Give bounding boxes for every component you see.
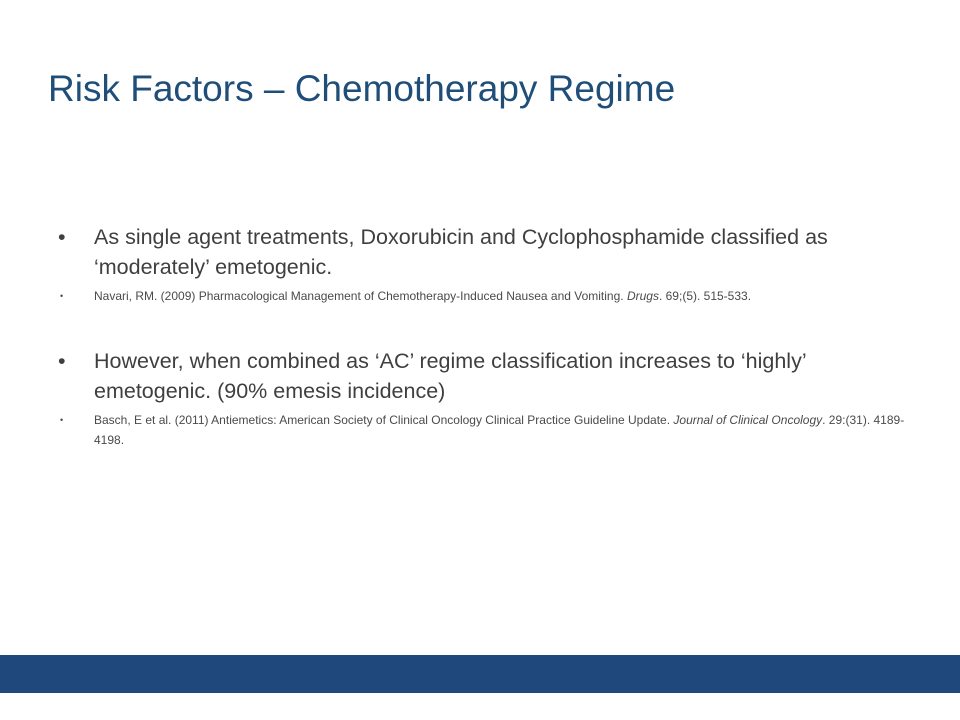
reference-details: . 69;(5). 515-533. xyxy=(658,289,752,303)
reference-navari xyxy=(58,286,918,306)
reference-details: . 29:(31). 4189-4198. xyxy=(94,413,905,447)
bullet-icon: • xyxy=(60,291,64,301)
bullet-icon: • xyxy=(58,225,66,249)
footer-bar xyxy=(0,655,960,693)
spacer xyxy=(58,306,918,346)
bullet-point-ac-regime xyxy=(58,346,918,406)
reference-text: Navari, RM. (2009) Pharmacological Management of Chemotherapy-Induced Nausea and Vomiting. xyxy=(94,289,627,303)
bullet-icon: • xyxy=(60,415,64,425)
bullet-text: As single agent treatments, Doxorubicin and Cyclophosphamide classified as ‘moderately’ emetogenic. xyxy=(94,225,828,279)
reference-journal: Drugs xyxy=(626,289,659,303)
slide-title: Risk Factors – Chemotherapy Regime xyxy=(48,68,676,109)
reference-text: Basch, E et al. (2011) Antiemetics: American Society of Clinical Oncology Clinical Practice Guideline Update. xyxy=(94,413,674,427)
reference-journal: Journal of Clinical Oncology xyxy=(673,413,823,427)
bullet-point-single-agent xyxy=(58,222,918,282)
reference-basch xyxy=(58,410,918,450)
bullet-icon: • xyxy=(58,349,66,373)
bullet-text: However, when combined as ‘AC’ regime classification increases to ‘highly’ emetogenic. (90% emesis incidence) xyxy=(94,349,806,403)
bullet-list xyxy=(58,222,918,450)
